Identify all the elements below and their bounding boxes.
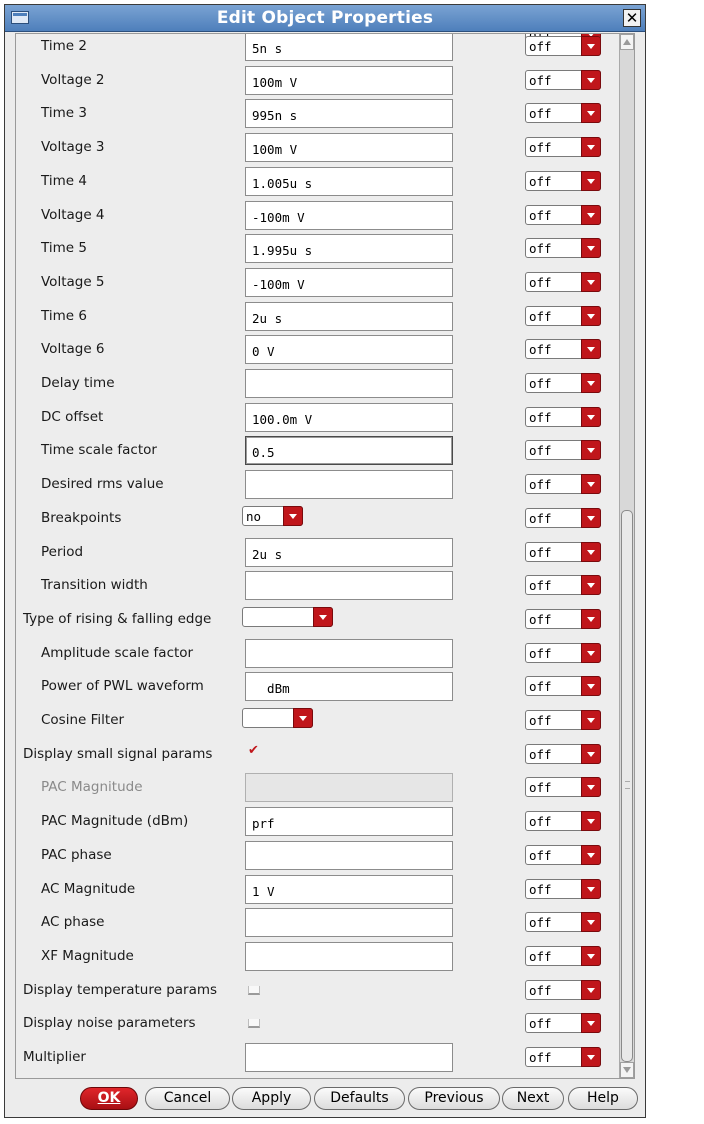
property-label: Time 3 — [41, 105, 87, 122]
checkbox-checked-icon[interactable] — [248, 747, 260, 759]
property-label: Time 2 — [41, 38, 87, 54]
param-mode-select[interactable] — [525, 744, 601, 764]
title-bar[interactable] — [5, 5, 645, 32]
param-mode-value: off — [529, 308, 552, 324]
param-mode-select[interactable] — [525, 845, 601, 865]
defaults-button-label: Defaults — [330, 1090, 389, 1106]
dialog-button-bar — [5, 1087, 645, 1113]
property-value-input[interactable]: prf — [245, 807, 453, 836]
param-mode-value: off — [529, 780, 552, 796]
property-label: Delay time — [41, 375, 115, 391]
param-mode-value: off — [529, 342, 552, 358]
property-row — [16, 97, 622, 130]
param-mode-select[interactable] — [525, 912, 601, 932]
property-row — [16, 603, 622, 636]
param-mode-select[interactable] — [525, 205, 601, 225]
param-mode-select[interactable] — [525, 70, 601, 90]
property-label: Transition width — [41, 577, 148, 594]
property-label: Type of rising & falling edge — [23, 610, 212, 627]
property-row — [16, 1007, 622, 1040]
property-row — [16, 165, 622, 198]
param-mode-value: off — [529, 982, 552, 998]
dropdown-arrow-icon[interactable] — [581, 171, 601, 191]
scroll-down-icon[interactable] — [620, 1062, 634, 1078]
param-mode-value: off — [529, 443, 552, 459]
param-mode-select[interactable] — [525, 36, 601, 56]
property-row — [16, 940, 622, 973]
dropdown-arrow-icon[interactable] — [581, 205, 601, 225]
param-mode-value: off — [529, 645, 552, 661]
dropdown-arrow-icon[interactable] — [581, 777, 601, 797]
param-mode-value: off — [529, 207, 552, 223]
param-mode-select[interactable] — [525, 542, 601, 562]
param-mode-value: off — [529, 477, 552, 493]
window-title: Edit Object Properties — [216, 8, 434, 28]
property-value-input[interactable] — [245, 908, 453, 937]
property-value-input[interactable]: dBm — [245, 672, 453, 701]
property-value-input[interactable] — [245, 571, 453, 600]
property-label: PAC Magnitude — [41, 779, 143, 796]
property-row — [16, 401, 622, 434]
property-value-input[interactable]: 100m V — [245, 133, 453, 162]
property-label: Voltage 5 — [41, 273, 105, 290]
property-value-input[interactable]: 1.005u s — [245, 167, 453, 196]
param-mode-value: off — [529, 948, 552, 964]
param-mode-value: off — [529, 679, 552, 695]
dropdown-arrow-icon[interactable] — [581, 407, 601, 427]
param-mode-value: off — [529, 1016, 552, 1032]
param-mode-value: off — [529, 713, 552, 728]
property-row — [16, 670, 622, 703]
vertical-scrollbar[interactable] — [619, 34, 634, 1078]
property-value-input — [245, 773, 453, 802]
property-value-input[interactable]: 2u s — [245, 538, 453, 567]
property-row — [16, 333, 622, 366]
param-mode-value: off — [529, 274, 552, 290]
param-mode-select[interactable] — [525, 171, 601, 191]
property-select[interactable] — [242, 506, 303, 526]
property-value-input[interactable] — [245, 369, 453, 398]
ok-button[interactable] — [80, 1087, 138, 1110]
property-row — [16, 64, 622, 97]
property-row — [16, 974, 622, 1007]
property-label: XF Magnitude — [41, 947, 134, 964]
property-label: Breakpoints — [41, 509, 122, 526]
checkbox-unchecked-icon[interactable] — [248, 1019, 260, 1028]
param-mode-select[interactable] — [525, 440, 601, 460]
property-row — [16, 232, 622, 265]
dropdown-arrow-icon[interactable] — [581, 744, 601, 764]
dropdown-arrow-icon[interactable] — [581, 542, 601, 562]
dropdown-arrow-icon[interactable] — [581, 306, 601, 326]
param-mode-select[interactable] — [525, 137, 601, 157]
property-row — [16, 805, 622, 838]
property-label: Time 4 — [41, 172, 87, 189]
dropdown-arrow-icon[interactable] — [581, 609, 601, 629]
property-row — [16, 704, 622, 737]
checkbox-unchecked-icon[interactable] — [248, 986, 260, 995]
param-mode-value: off — [529, 241, 552, 257]
defaults-button[interactable] — [314, 1087, 405, 1110]
dropdown-arrow-icon[interactable] — [581, 238, 601, 258]
ok-button-label: OK — [97, 1090, 121, 1106]
property-value-input[interactable]: 5n s — [245, 33, 453, 61]
property-value-input[interactable] — [245, 841, 453, 870]
property-row — [16, 300, 622, 333]
dropdown-arrow-icon[interactable] — [581, 508, 601, 528]
param-mode-select[interactable] — [525, 676, 601, 696]
property-row — [16, 434, 622, 467]
property-row — [16, 266, 622, 299]
property-label: PAC Magnitude (dBm) — [41, 813, 189, 830]
help-button-label: Help — [587, 1090, 619, 1106]
property-label: Time 5 — [41, 240, 87, 257]
dropdown-arrow-icon[interactable] — [581, 373, 601, 393]
property-select[interactable] — [242, 607, 333, 627]
dropdown-arrow-icon[interactable] — [581, 36, 601, 56]
property-row — [16, 1041, 622, 1074]
param-mode-select[interactable] — [525, 339, 601, 359]
dropdown-arrow-icon[interactable] — [581, 980, 601, 1000]
param-mode-value: off — [529, 173, 552, 189]
param-mode-value: off — [529, 39, 552, 54]
param-mode-value: off — [529, 510, 552, 526]
dropdown-arrow-icon[interactable] — [293, 708, 313, 728]
next-button[interactable] — [502, 1087, 564, 1110]
param-mode-select[interactable] — [525, 946, 601, 966]
scrollbar-thumb[interactable] — [621, 510, 633, 1062]
param-mode-value: off — [529, 881, 552, 897]
dropdown-arrow-icon[interactable] — [581, 272, 601, 292]
property-label: Voltage 4 — [41, 206, 105, 223]
dropdown-arrow-icon[interactable] — [581, 845, 601, 865]
property-label: Power of PWL waveform — [41, 678, 204, 695]
param-mode-value: off — [529, 544, 552, 560]
property-value-input[interactable]: -100m V — [245, 268, 453, 297]
param-mode-select[interactable] — [525, 575, 601, 595]
param-mode-value: off — [529, 611, 552, 627]
property-row — [16, 502, 622, 535]
param-mode-value: off — [529, 915, 552, 931]
property-label: Desired rms value — [41, 476, 164, 493]
property-row — [16, 536, 622, 569]
param-mode-select[interactable] — [525, 777, 601, 797]
param-mode-select[interactable] — [525, 710, 601, 730]
dropdown-arrow-icon[interactable] — [581, 440, 601, 460]
dropdown-arrow-icon[interactable] — [581, 70, 601, 90]
properties-form — [15, 33, 635, 1079]
property-label: Display temperature params — [23, 981, 218, 998]
close-button[interactable]: ✕ — [623, 9, 641, 27]
dropdown-arrow-icon[interactable] — [581, 676, 601, 696]
dropdown-arrow-icon[interactable] — [581, 912, 601, 932]
property-value-input[interactable]: 0 V — [245, 335, 453, 364]
dropdown-arrow-icon[interactable] — [581, 474, 601, 494]
dropdown-arrow-icon[interactable] — [581, 1013, 601, 1033]
property-label: Period — [41, 543, 84, 560]
dropdown-arrow-icon[interactable] — [313, 607, 333, 627]
property-label: Display noise parameters — [23, 1015, 196, 1032]
param-mode-value: off — [529, 106, 552, 122]
property-label: AC phase — [41, 914, 105, 931]
property-row — [16, 569, 622, 602]
dropdown-arrow-icon[interactable] — [581, 710, 601, 730]
param-mode-select[interactable] — [525, 508, 601, 528]
param-mode-select[interactable] — [525, 238, 601, 258]
edit-object-properties-dialog — [4, 4, 646, 1118]
property-row — [16, 199, 622, 232]
param-mode-select[interactable] — [525, 373, 601, 393]
param-mode-value: off — [529, 847, 552, 863]
param-mode-value: off — [529, 814, 552, 830]
param-mode-select[interactable] — [525, 272, 601, 292]
param-mode-select[interactable] — [525, 609, 601, 629]
apply-button-label: Apply — [251, 1090, 292, 1106]
property-value-input[interactable]: 995n s — [245, 99, 453, 128]
param-mode-value: off — [529, 1050, 552, 1065]
property-value-input[interactable]: 1.995u s — [245, 234, 453, 263]
property-label: Multiplier — [23, 1049, 86, 1065]
property-row — [16, 367, 622, 400]
dropdown-arrow-icon[interactable] — [581, 137, 601, 157]
dropdown-arrow-icon[interactable] — [581, 811, 601, 831]
dropdown-arrow-icon[interactable] — [283, 506, 303, 526]
property-label: DC offset — [41, 408, 104, 425]
next-button-label: Next — [516, 1090, 550, 1106]
property-row — [16, 771, 622, 804]
param-mode-select[interactable] — [525, 980, 601, 1000]
param-mode-select[interactable] — [525, 407, 601, 427]
cancel-button[interactable] — [145, 1087, 230, 1110]
param-mode-select[interactable] — [525, 103, 601, 123]
property-row — [16, 131, 622, 164]
param-mode-value: off — [529, 140, 552, 156]
property-select[interactable] — [242, 708, 313, 728]
dropdown-arrow-icon[interactable] — [581, 879, 601, 899]
property-value-input[interactable] — [245, 639, 453, 668]
param-mode-value: off — [529, 72, 552, 88]
help-button[interactable] — [568, 1087, 638, 1110]
property-row — [16, 738, 622, 771]
dropdown-arrow-icon[interactable] — [581, 1047, 601, 1067]
property-value-input[interactable]: 100.0m V — [245, 403, 453, 432]
dropdown-arrow-icon[interactable] — [581, 575, 601, 595]
param-mode-select[interactable] — [525, 1047, 601, 1067]
dropdown-arrow-icon[interactable] — [581, 339, 601, 359]
property-label: AC Magnitude — [41, 880, 136, 897]
property-label: Voltage 6 — [41, 341, 105, 358]
property-value-input[interactable]: -100m V — [245, 201, 453, 230]
property-value-input[interactable] — [245, 1043, 453, 1072]
property-value-input[interactable]: 100m V — [245, 66, 453, 95]
property-label: Voltage 2 — [41, 71, 105, 88]
property-label: Cosine Filter — [41, 712, 125, 728]
property-value-input[interactable] — [245, 942, 453, 971]
grip-icon — [625, 781, 630, 789]
property-label: Time 6 — [41, 307, 87, 324]
param-mode-select[interactable] — [525, 1013, 601, 1033]
property-label: Display small signal params — [23, 745, 213, 762]
param-mode-value: off — [529, 746, 552, 762]
param-mode-value: off — [529, 578, 552, 594]
param-mode-select[interactable] — [525, 811, 601, 831]
property-row — [16, 468, 622, 501]
property-row — [16, 33, 622, 63]
param-mode-value: off — [529, 409, 552, 425]
property-value-input[interactable]: 1 V — [245, 875, 453, 904]
apply-button[interactable] — [232, 1087, 311, 1110]
property-row — [16, 873, 622, 906]
cancel-button-label: Cancel — [163, 1090, 212, 1106]
param-mode-select[interactable] — [525, 306, 601, 326]
dropdown-arrow-icon[interactable] — [581, 103, 601, 123]
param-mode-select[interactable] — [525, 643, 601, 663]
property-value-input[interactable]: 2u s — [245, 302, 453, 331]
property-row — [16, 906, 622, 939]
scroll-up-icon[interactable] — [620, 34, 634, 50]
property-row — [16, 839, 622, 872]
property-label: Voltage 3 — [41, 139, 105, 156]
dropdown-arrow-icon[interactable] — [581, 946, 601, 966]
property-select-value: no — [246, 508, 262, 524]
property-label: PAC phase — [41, 846, 112, 863]
property-row — [16, 637, 622, 670]
param-mode-select[interactable] — [525, 879, 601, 899]
property-label: Amplitude scale factor — [41, 644, 194, 661]
previous-button[interactable] — [408, 1087, 500, 1110]
property-value-input[interactable]: 0.5 — [245, 436, 453, 465]
previous-button-label: Previous — [424, 1090, 484, 1106]
property-value-input[interactable] — [245, 470, 453, 499]
param-mode-value: off — [529, 376, 552, 391]
property-label: Time scale factor — [41, 442, 157, 459]
dropdown-arrow-icon[interactable] — [581, 643, 601, 663]
param-mode-select[interactable] — [525, 474, 601, 494]
